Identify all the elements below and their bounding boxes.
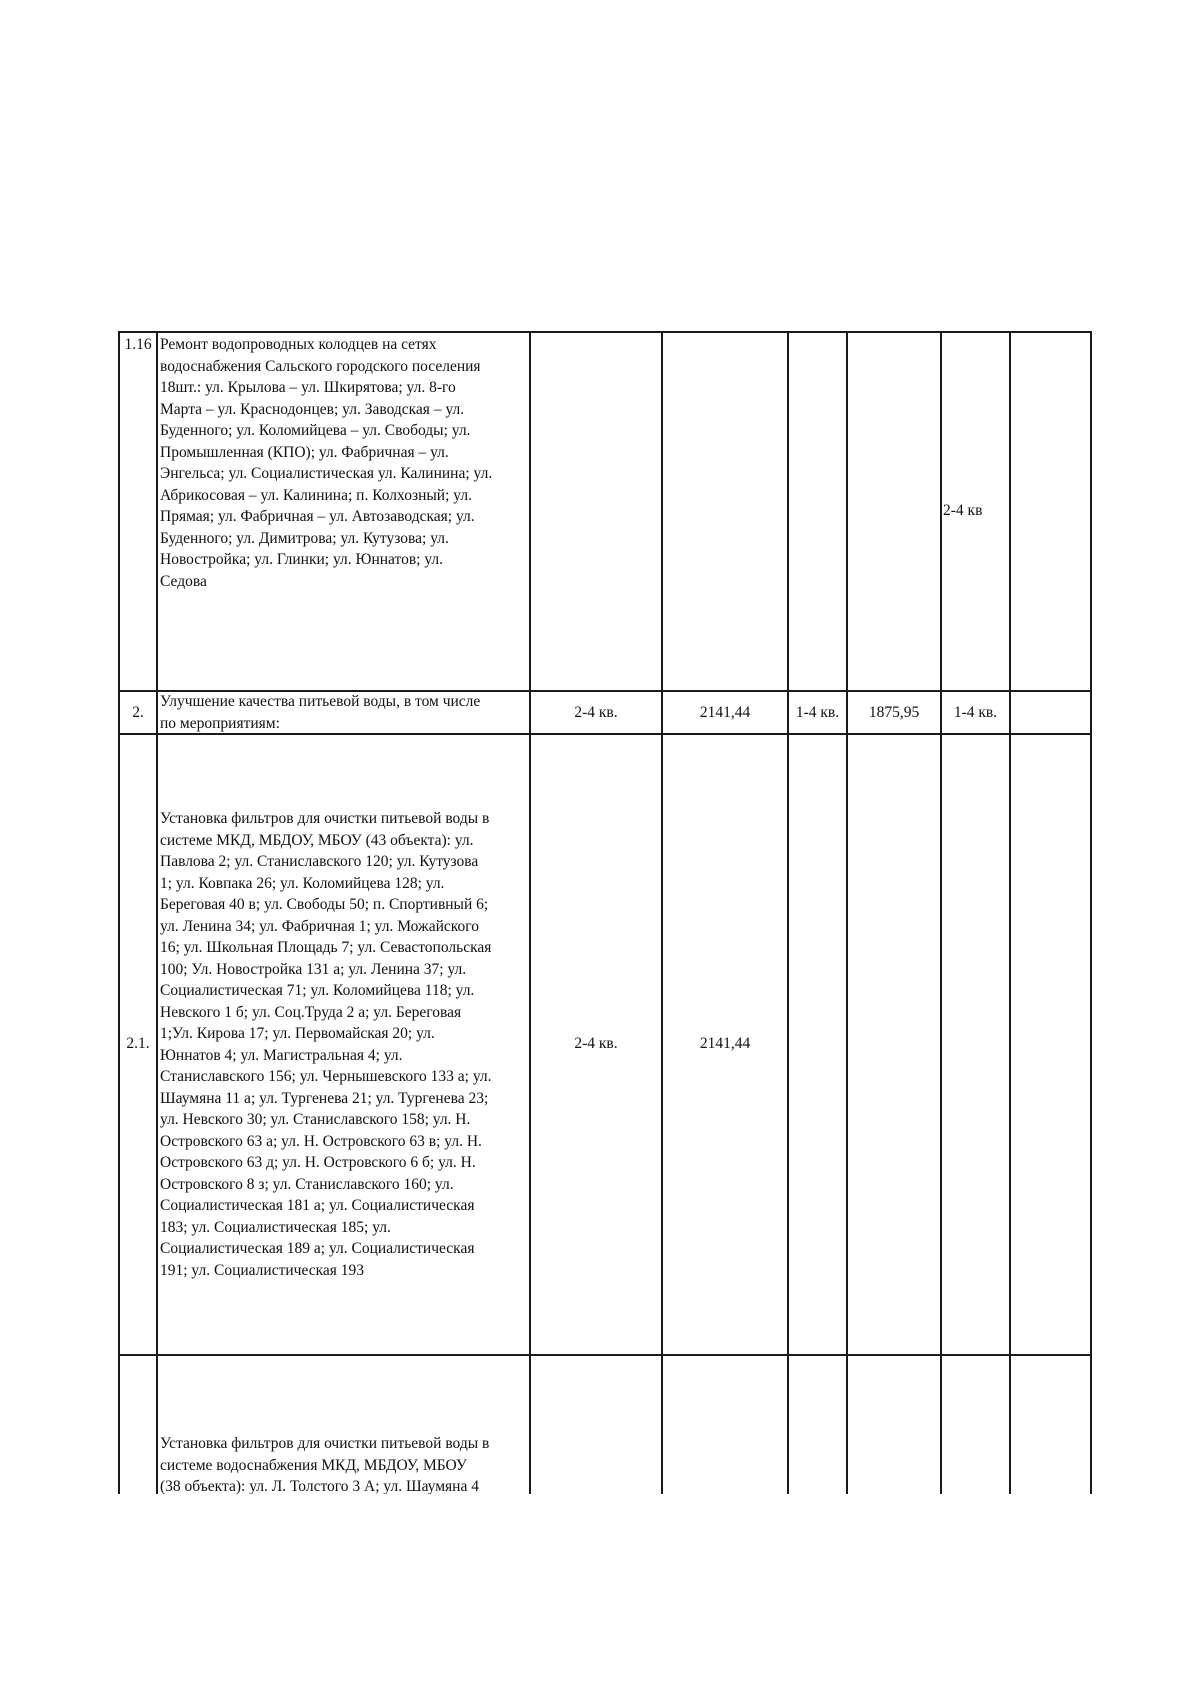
column-divider (1009, 331, 1011, 1494)
column-divider (1090, 331, 1092, 1494)
row-amount-1: 2141,44 (699, 1035, 751, 1052)
column-divider (940, 331, 942, 1494)
row-description: Установка фильтров для очистки питьевой воды в системе МКД, МБДОУ, МБОУ (43 объекта): ул. Павлова 2; ул. Станиславского 120; ул. Кутузова 1; ул. Ковпака 26; ул. Коломийцева 128; ул. Береговая 40 в; ул. Свободы 50; п. Спортивный 6; ул. Ленина 34; ул. Фабричная 1; ул. Можайского 16; ул. Школьная Площадь 7; ул. Севастопольская 100; Ул. Новостройка 131 а; ул. Ленина 37; ул. Социалистическая 71; ул. Коломийцева 118; ул. Невского 1 б; ул. Соц.Труда 2 а; ул. Береговая 1;Ул. Кирова 17; ул. Первомайская 20; ул. Юннатов 4; ул. Магистральная 4; ул. Станиславского 156; ул. Чернышевского 133 а; ул. Шаумяна 11 а; ул. Тургенева 21; ул. Тургенева 23; ул. Невского 30; ул. Станиславского 158; ул. Н. Островского 63 а; ул. Н. Островского 63 в; ул. Н. Островского 63 д; ул. Н. Островского 6 б; ул. Н. Островского 8 з; ул. Станиславского 160; ул. Социалистическая 181 а; ул. Социалистическая 183; ул. Социалистическая 185; ул. Социалистическая 189 а; ул. Социалистическая 191; ул. Социалистическая 193 (160, 810, 492, 1279)
row-period-1: 2-4 кв. (574, 704, 618, 721)
row-description: Установка фильтров для очистки питьевой воды в системе водоснабжения МКД, МБДОУ, МБОУ (38 объекта): ул. Л. Толстого 3 А; ул. Шаумяна 4 (160, 1435, 490, 1494)
row-description: Ремонт водопроводных колодцев на сетях водоснабжения Сальского городского поселения 18шт.: ул. Крылова – ул. Шкирятова; ул. 8-го Марта – ул. Краснодонцев; ул. Заводская – ул. Буденного; ул. Коломийцева – ул. Свободы; ул. Промышленная (КПО); ул. Фабричная – ул. Энгельса; ул. Социалистическая ул. Калинина; ул. Абрикосовая – ул. Калинина; п. Колхозный; ул. Прямая; ул. Фабричная – ул. Автозаводская; ул. Буденного; ул. Димитрова; ул. Кутузова; ул. Новостройка; ул. Глинки; ул. Юннатов; ул. Седова (160, 336, 493, 590)
row-period-3: 2-4 кв (943, 502, 983, 519)
column-divider (661, 331, 663, 1494)
row-number: 2. (132, 704, 144, 721)
row-amount-2: 1875,95 (868, 704, 920, 721)
row-number: 1.16 (124, 336, 152, 353)
row-number: 2.1. (126, 1035, 150, 1052)
row-amount-1: 2141,44 (699, 704, 751, 721)
column-divider (529, 331, 531, 1494)
row-description: Улучшение качества питьевой воды, в том числе по мероприятиям: (160, 693, 481, 732)
table-top-border (118, 331, 1091, 333)
column-divider (787, 331, 789, 1494)
column-divider (118, 331, 120, 1494)
row-period-2: 1-4 кв. (795, 704, 840, 721)
row-period-3: 1-4 кв. (953, 704, 998, 721)
row-period-1: 2-4 кв. (574, 1035, 618, 1052)
column-divider (846, 331, 848, 1494)
row-divider (118, 1354, 1091, 1356)
